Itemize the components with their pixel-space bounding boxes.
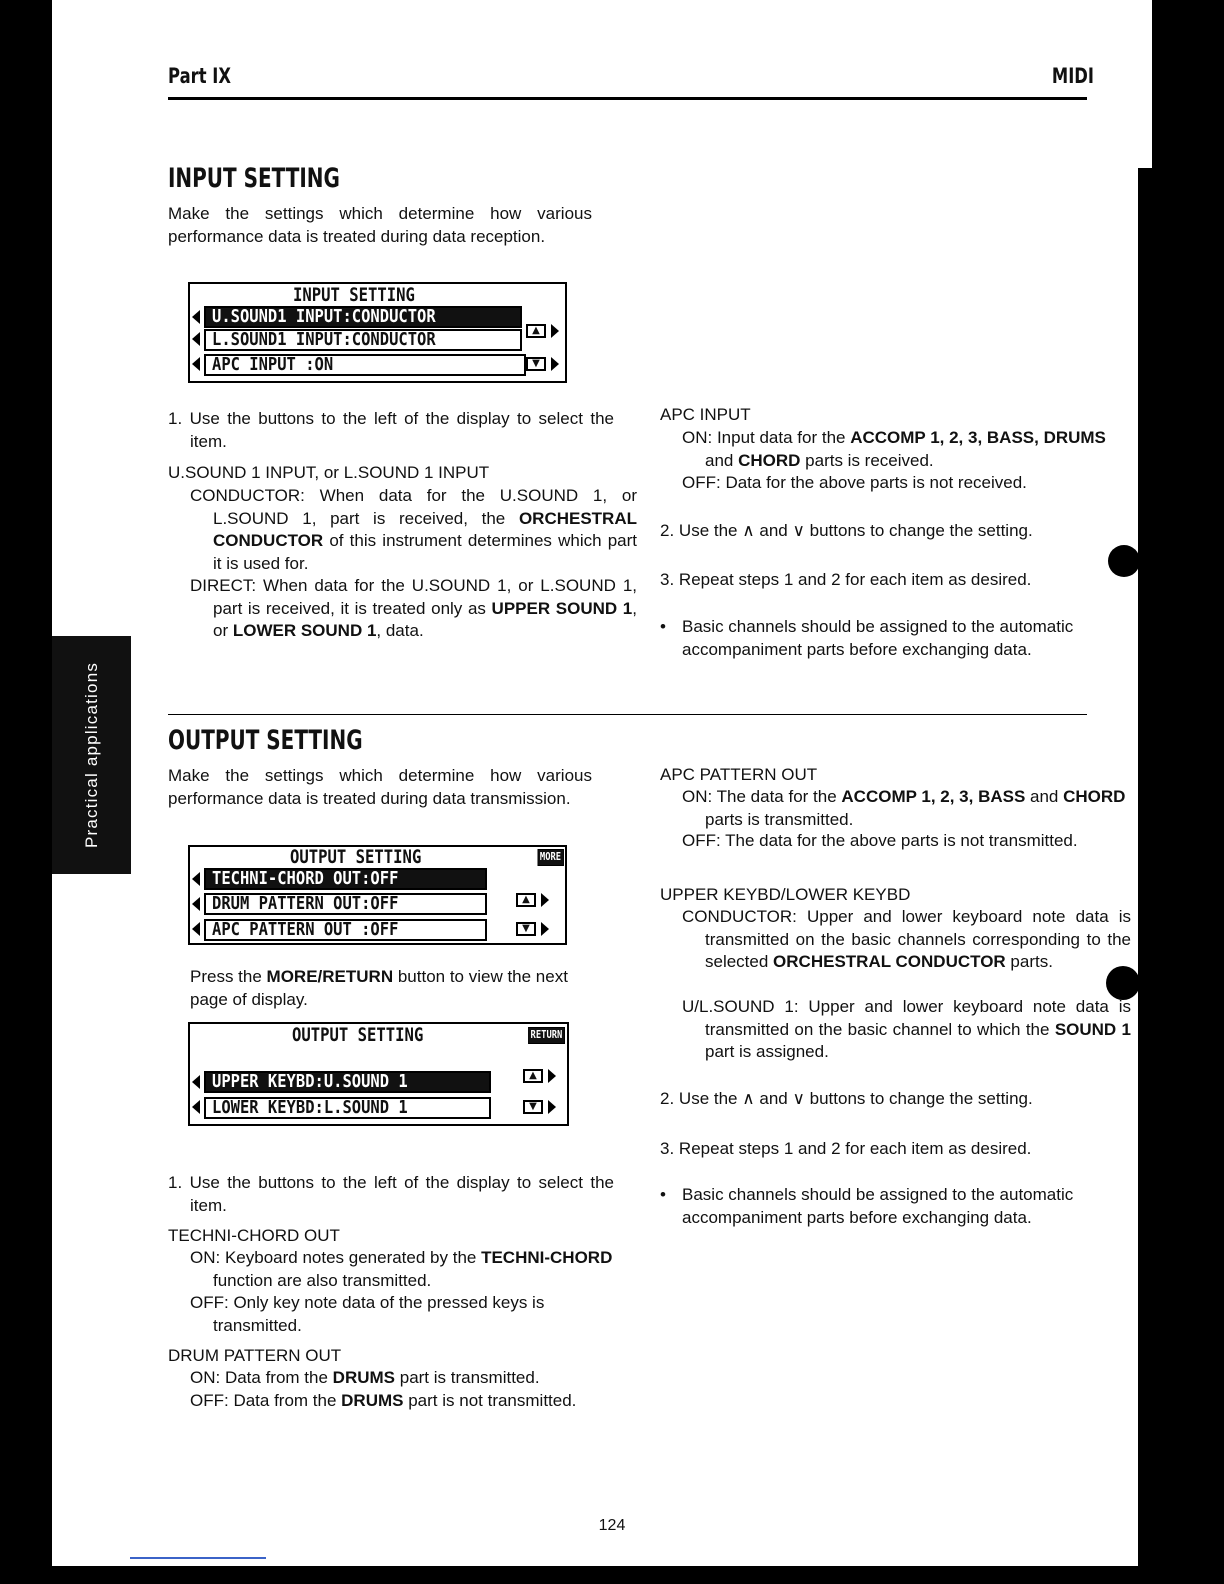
apc-input-on: ON: Input data for the ACCOMP 1, 2, 3, BASS, DRUMS and CHORD parts is received. — [682, 428, 1106, 470]
techni-chord-on: ON: Keyboard notes generated by the TECHNI-CHORD function are also transmitted. — [190, 1248, 613, 1290]
left-triangle-icon[interactable] — [192, 1100, 200, 1114]
return-tag[interactable]: RETURN — [528, 1027, 565, 1044]
display-row-apc-pattern[interactable]: APC PATTERN OUT :OFF — [204, 919, 487, 941]
display-row-lower-keybd[interactable]: LOWER KEYBD:L.SOUND 1 — [204, 1097, 491, 1119]
up-arrow-box-icon[interactable]: ▲ — [516, 893, 536, 907]
display-title: OUTPUT SETTING — [290, 846, 422, 868]
down-arrow-box-icon[interactable]: ▼ — [523, 1100, 543, 1114]
left-triangle-icon[interactable] — [192, 922, 200, 936]
apc-pattern-off: OFF: The data for the above parts is not transmitted. — [682, 831, 1078, 850]
input-note: • Basic channels should be assigned to the automatic accompaniment parts before exchanging data. — [660, 616, 1108, 661]
display-row-upper-keybd[interactable]: UPPER KEYBD:U.SOUND 1 — [204, 1071, 491, 1093]
right-triangle-icon[interactable] — [548, 1100, 556, 1114]
right-triangle-icon[interactable] — [541, 922, 549, 936]
apc-pattern-item: APC PATTERN OUT — [660, 765, 818, 784]
display-row-drum-pattern[interactable]: DRUM PATTERN OUT:OFF — [204, 893, 487, 915]
input-setting-display — [188, 282, 567, 383]
keybd-ul-sound1: U/L.SOUND 1: Upper and lower keyboard note data is transmitted on the basic channel to which the SOUND 1 part is assigned. — [682, 997, 1131, 1061]
output-note: • Basic channels should be assigned to the automatic accompaniment parts before exchanging data. — [660, 1184, 1108, 1229]
input-step-3: 3. Repeat steps 1 and 2 for each item as desired. — [660, 570, 1032, 589]
left-triangle-icon[interactable] — [192, 1075, 200, 1089]
input-direct-desc: DIRECT: When data for the U.SOUND 1, or L.SOUND 1, part is received, it is treated only as UPPER SOUND 1, or LOWER SOUND 1, data. — [190, 576, 637, 640]
left-triangle-icon[interactable] — [192, 872, 200, 886]
left-triangle-icon[interactable] — [192, 897, 200, 911]
techni-chord-off: OFF: Only key note data of the pressed keys is transmitted. — [190, 1293, 545, 1335]
header-rule — [168, 97, 1087, 100]
display-title: OUTPUT SETTING — [292, 1024, 424, 1046]
left-triangle-icon[interactable] — [192, 310, 200, 324]
output-setting-heading: OUTPUT SETTING — [168, 725, 363, 756]
right-triangle-icon[interactable] — [551, 324, 559, 338]
display-row-techni-chord[interactable]: TECHNI-CHORD OUT:OFF — [204, 868, 487, 890]
side-tab-label: Practical applications — [81, 661, 101, 849]
output-setting-intro: Make the settings which determine how various performance data is treated during data transmission. — [168, 766, 592, 808]
binder-hole-upper — [1108, 545, 1140, 577]
apc-pattern-on: ON: The data for the ACCOMP 1, 2, 3, BASS and CHORD parts is transmitted. — [682, 787, 1126, 829]
down-arrow-box-icon[interactable]: ▼ — [526, 357, 546, 371]
keybd-conductor: CONDUCTOR: Upper and lower keyboard note data is transmitted on the basic channels corresponding to the selected ORCHESTRAL CONDUCTOR parts. — [682, 907, 1131, 971]
drum-pattern-off: OFF: Data from the DRUMS part is not transmitted. — [190, 1391, 577, 1410]
output-step-1: 1. Use the buttons to the left of the display to select the item. — [168, 1173, 614, 1215]
apc-input-item: APC INPUT — [660, 405, 751, 424]
more-tag[interactable]: MORE — [537, 849, 563, 866]
right-triangle-icon[interactable] — [551, 357, 559, 371]
part-label: Part IX — [168, 64, 231, 88]
display-title: INPUT SETTING — [293, 284, 415, 306]
drum-pattern-item: DRUM PATTERN OUT — [168, 1346, 342, 1365]
right-triangle-icon[interactable] — [541, 893, 549, 907]
drum-pattern-on: ON: Data from the DRUMS part is transmitted. — [190, 1368, 540, 1387]
left-triangle-icon[interactable] — [192, 332, 200, 346]
output-step-2: 2. Use the ∧ and ∨ buttons to change the setting. — [660, 1089, 1033, 1108]
more-return-instruction: Press the MORE/RETURN button to view the next page of display. — [190, 967, 568, 1009]
display-row-l-sound1[interactable]: L.SOUND1 INPUT:CONDUCTOR — [204, 329, 522, 351]
left-triangle-icon[interactable] — [192, 357, 200, 371]
scan-edge-right-top — [1152, 0, 1224, 170]
display-row-apc-input[interactable]: APC INPUT :ON — [204, 354, 526, 376]
output-step-3: 3. Repeat steps 1 and 2 for each item as desired. — [660, 1139, 1032, 1158]
output-setting-display-2 — [188, 1022, 569, 1126]
down-arrow-box-icon[interactable]: ▼ — [516, 922, 536, 936]
input-conductor-desc: CONDUCTOR: When data for the U.SOUND 1, or L.SOUND 1, part is received, the ORCHESTRAL CONDUCTOR of this instrument determines which part it is used for. — [190, 486, 637, 573]
input-sound-item: U.SOUND 1 INPUT, or L.SOUND 1 INPUT — [168, 463, 490, 482]
input-step-2: 2. Use the ∧ and ∨ buttons to change the setting. — [660, 521, 1033, 540]
up-arrow-box-icon[interactable]: ▲ — [526, 324, 546, 338]
scan-edge-left — [0, 0, 52, 1584]
scan-edge-bottom — [0, 1566, 1224, 1584]
scan-edge-right — [1138, 168, 1224, 1584]
section-divider — [168, 714, 1087, 715]
input-setting-intro: Make the settings which determine how various performance data is treated during data reception. — [168, 204, 592, 246]
apc-input-off: OFF: Data for the above parts is not received. — [682, 473, 1027, 492]
input-setting-heading: INPUT SETTING — [168, 163, 340, 194]
display-row-u-sound1[interactable]: U.SOUND1 INPUT:CONDUCTOR — [204, 306, 522, 328]
right-triangle-icon[interactable] — [548, 1069, 556, 1083]
scan-artifact-line — [130, 1557, 266, 1559]
techni-chord-item: TECHNI-CHORD OUT — [168, 1226, 340, 1245]
section-label: MIDI — [1051, 64, 1094, 88]
page-number: 124 — [598, 1517, 626, 1534]
output-setting-display-1 — [188, 845, 567, 945]
up-arrow-box-icon[interactable]: ▲ — [523, 1069, 543, 1083]
input-step-1: 1. Use the buttons to the left of the display to select the item. — [168, 409, 614, 451]
keybd-item: UPPER KEYBD/LOWER KEYBD — [660, 885, 911, 904]
